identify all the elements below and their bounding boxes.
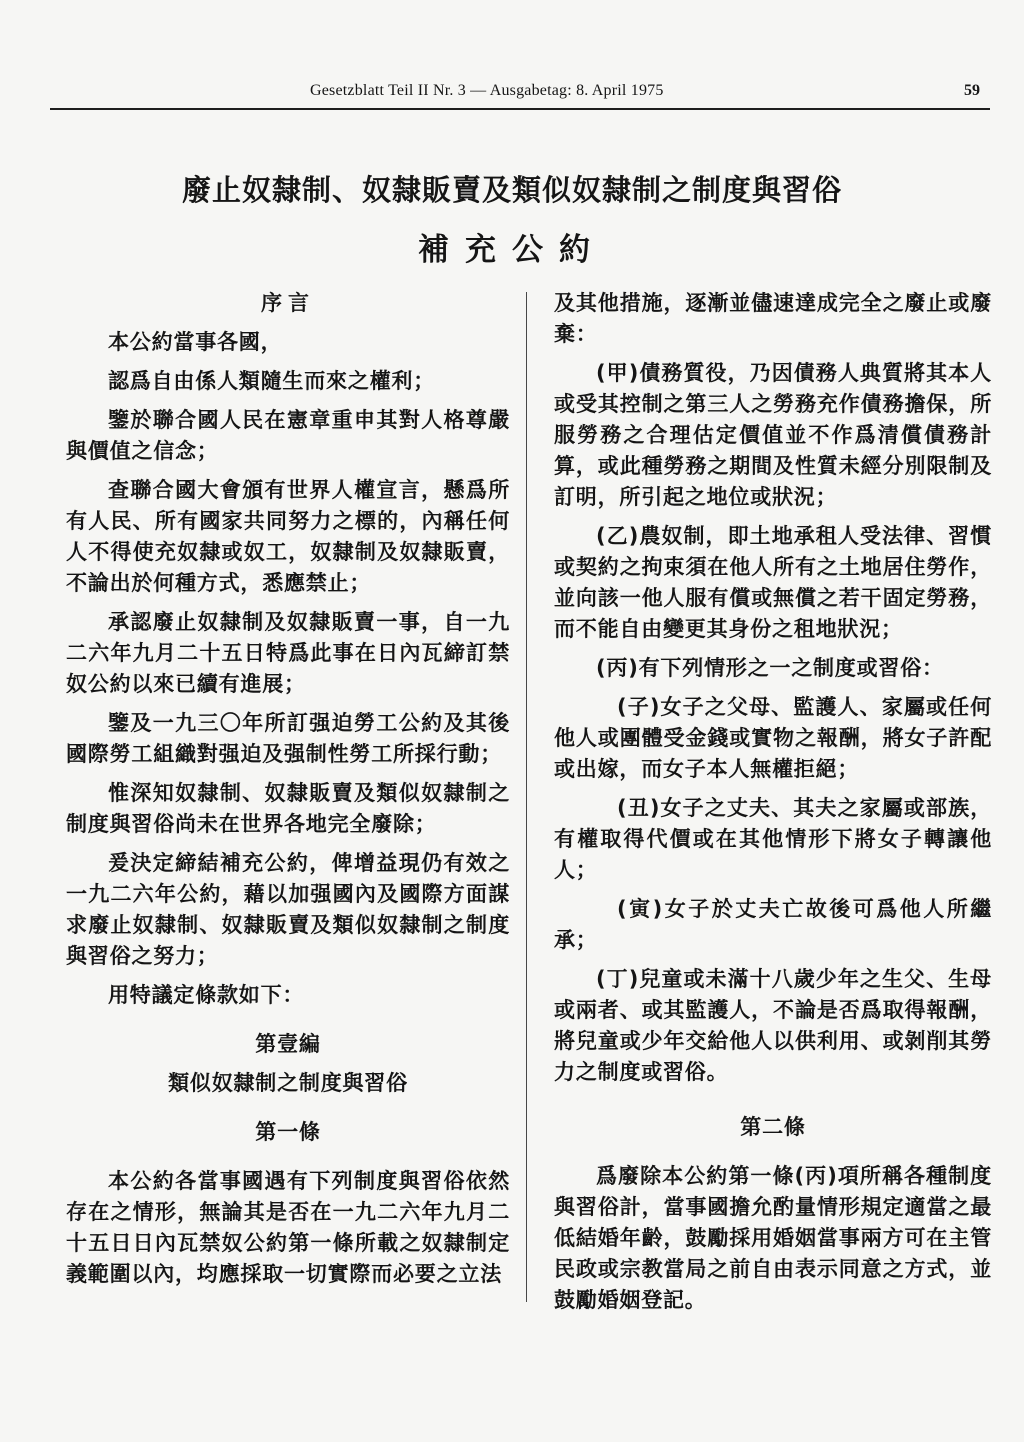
- article-1-item-c: (丙)有下列情形之一之制度或習俗：: [596, 656, 944, 680]
- section-heading: 第壹編: [255, 1032, 321, 1056]
- article-2-heading: 第二條: [740, 1115, 806, 1139]
- article-1-continuation: 及其他措施，逐漸並儘速達成完全之廢止或廢棄：: [554, 291, 992, 346]
- article-1-item-a: (甲)債務質役，乃因債務人典質將其本人或受其控制之第三人之勞務充作債務擔保，所服勞務之合理估定價值並不作爲清償債務計算，或此種勞務之期間及性質未經分別限制及訂明，所引起之地位或狀況；: [554, 361, 992, 509]
- article-1-item-d: (丁)兒童或未滿十八歲少年之生父、生母或兩者、或其監護人，不論是否爲取得報酬，將兒童或少年交給他人以供利用、或剝削其勞力之制度或習俗。: [554, 967, 992, 1084]
- preamble-paragraph: 鑒於聯合國人民在憲章重申其對人格尊嚴與價值之信念；: [66, 408, 510, 463]
- article-1-item-b: (乙)農奴制，即土地承租人受法律、習慣或契約之拘束須在他人所有之土地居住勞作，並向該一他人服有償或無償之若干固定勞務，而不能自由變更其身份之租地狀況；: [554, 524, 992, 641]
- preamble-paragraph: 認爲自由係人類隨生而來之權利；: [108, 369, 435, 393]
- page-number: 59: [964, 82, 980, 99]
- section-title: 類似奴隸制之制度與習俗: [168, 1071, 408, 1095]
- left-column: [66, 288, 510, 1298]
- article-1-heading: 第一條: [255, 1120, 321, 1144]
- preamble-paragraph: 承認廢止奴隸制及奴隸販賣一事，自一九二六年九月二十五日特爲此事在日內瓦締訂禁奴公約以來已續有進展；: [66, 610, 510, 696]
- right-column: [554, 288, 992, 1324]
- article-2-text: 爲廢除本公約第一條(丙)項所稱各種制度與習俗計，當事國擔允酌量情形規定適當之最低結婚年齡，鼓勵採用婚姻當事兩方可在主管民政或宗教當局之前自由表示同意之方式，並鼓勵婚姻登記。: [554, 1164, 992, 1312]
- preamble-paragraph: 爰決定締結補充公約，俾增益現仍有效之一九二六年公約，藉以加强國內及國際方面謀求廢止奴隸制、奴隸販賣及類似奴隸制之制度與習俗之努力；: [66, 851, 510, 968]
- spacer: [554, 1151, 992, 1161]
- spacer: [66, 1156, 510, 1166]
- preamble-paragraph: 查聯合國大會頒有世界人權宣言，懸爲所有人民、所有國家共同努力之標的，內稱任何人不得使充奴隸或奴工，奴隸制及奴隸販賣，不論出於何種方式，悉應禁止；: [66, 478, 510, 595]
- page-header: [300, 82, 980, 106]
- column-divider: [526, 292, 527, 1302]
- article-1-item-c-2: (丑)女子之丈夫、其夫之家屬或部族，有權取得代價或在其他情形下將女子轉讓他人；: [554, 796, 992, 882]
- preamble-paragraph: 惟深知奴隸制、奴隸販賣及類似奴隸制之制度與習俗尚未在世界各地完全廢除；: [66, 781, 510, 836]
- header-text: Gesetzblatt Teil II Nr. 3 — Ausgabetag: 8. April 1975: [310, 82, 664, 99]
- preamble-paragraph: 本公約當事各國，: [108, 330, 283, 354]
- spacer: [554, 1096, 992, 1112]
- spacer: [66, 1019, 510, 1029]
- document-subtitle: 補充公約: [418, 232, 606, 268]
- preamble-paragraph: 用特議定條款如下：: [108, 983, 305, 1007]
- article-1-item-c-3: (寅)女子於丈夫亡故後可爲他人所繼承；: [554, 897, 992, 952]
- preamble-heading: 序言: [261, 291, 315, 315]
- header-rule: [50, 108, 990, 110]
- article-1-item-c-1: (子)女子之父母、監護人、家屬或任何他人或團體受金錢或實物之報酬，將女子許配或出嫁，而女子本人無權拒絕；: [554, 695, 992, 781]
- document-title: 廢止奴隸制、奴隸販賣及類似奴隸制之制度與習俗: [181, 173, 842, 207]
- spacer: [66, 1107, 510, 1117]
- preamble-paragraph: 鑒及一九三〇年所訂强迫勞工公約及其後國際勞工組織對强迫及强制性勞工所採行動；: [66, 711, 510, 766]
- article-1-intro: 本公約各當事國遇有下列制度與習俗依然存在之情形，無論其是否在一九二六年九月二十五日日內瓦禁奴公約第一條所載之奴隸制定義範圍以內，均應採取一切實際而必要之立法: [66, 1169, 510, 1286]
